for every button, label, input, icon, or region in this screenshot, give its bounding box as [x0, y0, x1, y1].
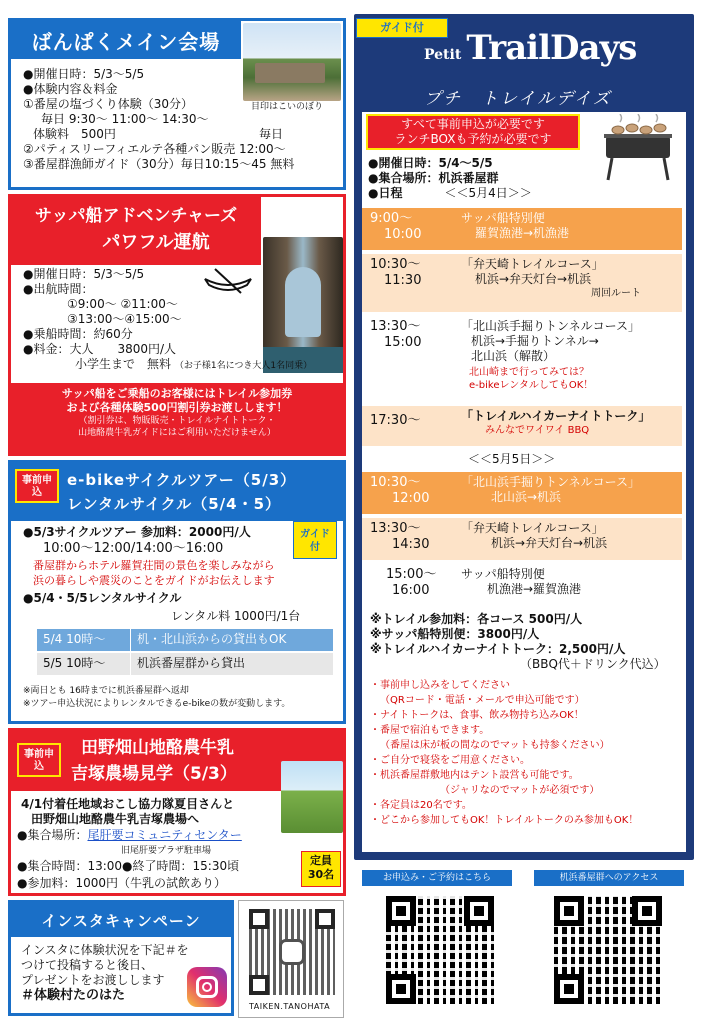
banpaku-line: ①番屋の塩づくり体験（30分）	[23, 97, 194, 111]
trail-notice	[366, 114, 580, 150]
farm-title-1: 田野畑山地酪農牛乳	[81, 738, 234, 758]
trail-title-petit: Petit	[424, 47, 462, 63]
schedule-time: 15:00	[384, 335, 422, 350]
schedule-desc: 北山浜→机浜	[491, 490, 562, 504]
trail-title-main: TrailDays	[466, 28, 637, 68]
access-qr-code[interactable]	[554, 896, 662, 1004]
boat-line: ●料金：大人 3800円/人	[23, 342, 177, 356]
schedule-desc: 北山浜（解散）	[471, 349, 556, 363]
trail-fee: ※サッパ船特別便：3800円/人	[370, 627, 540, 641]
insta-handle: TAIKEN.TANOHATA	[249, 1002, 331, 1011]
schedule-time: 10:30～	[370, 475, 421, 490]
trail-fee: （BBQ代＋ドリンク代込）	[520, 657, 666, 671]
trail-fee: ※トレイル参加料：各コース 500円/人	[370, 612, 583, 626]
banpaku-line: ●体験内容＆料金	[23, 82, 118, 96]
banpaku-title: ばんぱくメイン会場	[11, 21, 241, 59]
boat-promo	[11, 383, 343, 453]
insta-title: インスタキャンペーン	[11, 903, 231, 937]
trail-note: ・ご自分で寝袋をご用意ください。	[370, 755, 530, 766]
banpaku-line: ③番屋群漁師ガイド（30分）毎日10:15～45 無料	[23, 157, 295, 171]
boat-header	[11, 197, 261, 265]
schedule-row	[362, 254, 682, 312]
farm-capacity-badge	[301, 851, 341, 887]
ebike-pre-registration-tag: 事前申込	[15, 469, 59, 503]
schedule-row	[362, 316, 682, 402]
schedule-desc: みんなでワイワイ BBQ	[485, 425, 590, 436]
insta-line: ＃体験村たのはた	[21, 988, 126, 1003]
boat-line: ③13:00～④15:00～	[67, 312, 182, 326]
rental-day: 5/4 10時～	[37, 629, 131, 651]
trail-fee: ※トレイルハイカーナイトトーク：2,500円/人	[370, 642, 626, 656]
trail-section	[354, 14, 694, 860]
farm-pre-registration-tag: 事前申込	[17, 743, 61, 777]
trail-note: ・各定員は20名です。	[370, 800, 472, 811]
instagram-icon	[187, 967, 227, 1007]
banpaku-line: 毎日	[258, 127, 283, 141]
apply-qr-code[interactable]	[386, 896, 494, 1004]
trail-note: （ジャリなのでマットが必須です）	[440, 785, 600, 796]
rental-place: 机・北山浜からの貸出もOK	[137, 632, 287, 646]
table-row	[37, 629, 333, 651]
ebike-rental-fee: レンタル料 1000円/1台	[171, 609, 301, 623]
ebike-title-1: e-bikeサイクルツアー（5/3）	[67, 471, 297, 489]
trail-content	[362, 112, 686, 852]
boat-line: ①9:00～ ②11:00～	[67, 297, 178, 311]
boat-line: 小学生まで 無料	[75, 357, 172, 371]
farm-place-label: ●集合場所：	[17, 828, 88, 842]
insta-line: プレゼントをお渡しします	[21, 973, 165, 987]
schedule-row	[362, 472, 682, 514]
bbq-grill-icon	[598, 114, 678, 184]
schedule-row	[362, 518, 682, 560]
schedule-row	[362, 564, 682, 606]
banpaku-line: ●開催日時：5/3～5/5	[23, 67, 145, 81]
ebike-note: ※ツアー申込状況によりレンタルできるe-bikeの数が変動します。	[23, 699, 291, 709]
ebike-rental-table	[37, 629, 333, 675]
trail-guide-tag: ガイド付	[356, 18, 448, 38]
insta-section	[8, 900, 234, 1016]
trail-note: ・机浜番屋群敷地内はテント設営も可能です。	[370, 770, 579, 781]
schedule-time: 17:30～	[370, 413, 421, 428]
farm-section	[8, 728, 346, 896]
qr-label-apply: お申込み・ご予約はこちら	[362, 870, 512, 886]
boat-title-1: サッパ船アドベンチャーズ	[34, 206, 238, 226]
boat-section	[8, 194, 346, 456]
schedule-desc: サッパ船特別便	[461, 567, 545, 581]
banpaku-line: 毎日 9:30～ 11:00～ 14:30～	[41, 112, 209, 126]
day2-label: ＜＜5月5日＞＞	[468, 452, 556, 466]
schedule-desc: 机漁港→羅賀漁港	[487, 582, 582, 596]
trail-note: （QRコード・電話・メールで申込可能です）	[380, 695, 585, 706]
schedule-time: 15:00～	[386, 567, 437, 582]
trail-subtitle: プチ トレイルデイズ	[424, 89, 612, 109]
farm-fee-line: ●参加料：1000円（牛乳の試飲あり）	[17, 876, 227, 890]
schedule-time: 10:30～	[370, 257, 421, 272]
schedule-desc: e-bikeレンタルしてもOK！	[469, 380, 594, 391]
schedule-desc: 机浜→手掘りトンネル→	[471, 334, 599, 348]
ebike-section	[8, 460, 346, 724]
farm-place-sub: 旧尾肝要プラザ駐車場	[121, 846, 212, 856]
banpaku-line: ②パティスリーフィエルテ各種パン販売 12:00～	[23, 142, 286, 156]
notice-line: ランチBOXも予約が必要です	[394, 132, 552, 146]
insta-line: インスタに体験状況を下記＃を	[21, 943, 189, 957]
ebike-tour-desc: 浜の暮らしや震災のことをガイドがお伝えします	[33, 574, 275, 587]
day1-label: ＜＜5月4日＞＞	[444, 186, 532, 200]
boat-promo-line: （割引券は、物販販売・トレイルナイトトーク・	[78, 416, 276, 426]
rental-day: 5/5 10時～	[37, 653, 131, 675]
farm-time-line: ●集合時間：13:00●終了時間：15:30頃	[17, 859, 240, 873]
trail-info: ●開催日時：5/4～5/5	[368, 156, 493, 170]
ebike-note: ※両日とも 16時までに机浜番屋群へ返却	[23, 686, 189, 696]
farm-line: 4/1付着任地域おこし協力隊夏目さんと	[21, 797, 235, 811]
capacity-value: 30名	[307, 868, 335, 881]
schedule-time: 13:30～	[370, 319, 421, 334]
boat-line: ●出航時間：	[23, 282, 94, 296]
boat-line: （お子様1名につき大人1名同乗）	[174, 361, 313, 371]
schedule-row	[362, 406, 682, 446]
schedule-desc: 「弁天崎トレイルコース」	[461, 521, 604, 535]
schedule-row	[362, 208, 682, 250]
schedule-desc: サッパ船特別便	[461, 211, 545, 225]
insta-qr-code[interactable]	[249, 909, 335, 995]
farm-place-link[interactable]: 尾肝要コミュニティセンター	[87, 828, 242, 842]
rental-place: 机浜番屋群から貸出	[137, 656, 246, 670]
trail-note: ・どこから参加してもOK！トレイルトークのみ参加もOK！	[370, 815, 639, 826]
table-row	[37, 653, 333, 675]
boat-line: ●開催日時：5/3～5/5	[23, 267, 145, 281]
boat-promo-line: サッパ船をご乗船のお客様にはトレイル参加券	[61, 387, 293, 400]
schedule-desc: 机浜→弁天灯台→机浜	[475, 272, 592, 286]
trail-info: ●集合場所：机浜番屋群	[368, 171, 499, 185]
boat-line: ●乗船時間：約60分	[23, 327, 133, 341]
trail-note: ・番屋で宿泊もできます。	[370, 725, 490, 736]
farm-photo	[281, 761, 343, 833]
ebike-title-2: レンタルサイクル（5/4・5）	[67, 495, 282, 513]
ebike-header	[11, 463, 343, 521]
schedule-desc: 北山崎まで行ってみては？	[469, 367, 589, 378]
trail-note: （番屋は床が板の間なのでマットも持参ください）	[380, 740, 610, 751]
farm-title-2: 吉塚農場見学（5/3）	[71, 764, 237, 784]
trail-note: ・ナイトトークは、食事、飲み物持ち込みOK！	[370, 710, 584, 721]
notice-line: すべて事前申込が必要です	[401, 117, 545, 131]
schedule-time: 11:30	[384, 273, 422, 288]
schedule-desc: 机浜→弁天灯台→机浜	[491, 536, 608, 550]
banpaku-line: 体験料 500円	[33, 127, 116, 141]
ebike-tour-line: ●5/3サイクルツアー 参加料：2000円/人	[23, 525, 251, 539]
trail-info: ●日程	[368, 186, 403, 200]
schedule-desc: 「北山浜手掘りトンネルコース」	[461, 319, 641, 333]
boat-promo-line: 山地酪農牛乳ガイドにはご利用いただけません）	[78, 428, 276, 438]
schedule-desc: 「弁天崎トレイルコース」	[461, 257, 604, 271]
schedule-desc: 「北山浜手掘りトンネルコース」	[461, 475, 641, 489]
schedule-time: 12:00	[392, 491, 430, 506]
banpaku-photo-caption: 目印はこいのぼり	[251, 102, 324, 112]
banpaku-section	[8, 18, 346, 190]
schedule-desc: 周回ルート	[591, 288, 641, 299]
schedule-time: 10:00	[384, 227, 422, 242]
schedule-time: 16:00	[392, 583, 430, 598]
trail-title	[424, 28, 636, 68]
insta-line: つけて投稿すると後日、	[21, 958, 154, 972]
schedule-time: 9:00～	[370, 211, 413, 226]
schedule-time: 14:30	[392, 537, 430, 552]
ebike-tour-desc: 番屋群からホテル羅賀荘間の景色を楽しみながら	[33, 559, 275, 572]
ebike-tour-times: 10:00～12:00/14:00～16:00	[43, 541, 224, 556]
boat-promo-line: および各種体験500円割引券お渡しします！	[66, 401, 288, 414]
capacity-label: 定員	[310, 854, 332, 867]
schedule-desc: 羅賀漁港→机漁港	[475, 226, 570, 240]
boat-title-2: パワフル運航	[102, 232, 210, 253]
schedule-time: 13:30～	[370, 521, 421, 536]
insta-qr-card	[238, 900, 344, 1018]
qr-label-access: 机浜番屋群へのアクセス	[534, 870, 684, 886]
ebike-guide-tag: ガイド付	[293, 521, 337, 559]
trail-note: ・事前申し込みをしてください	[370, 680, 510, 691]
farm-line: 田野畑山地酪農牛乳吉塚農場へ	[31, 812, 200, 826]
schedule-desc: 「トレイルハイカーナイトトーク」	[461, 409, 651, 423]
ebike-rental-line: ●5/4・5/5レンタルサイクル	[23, 591, 182, 605]
